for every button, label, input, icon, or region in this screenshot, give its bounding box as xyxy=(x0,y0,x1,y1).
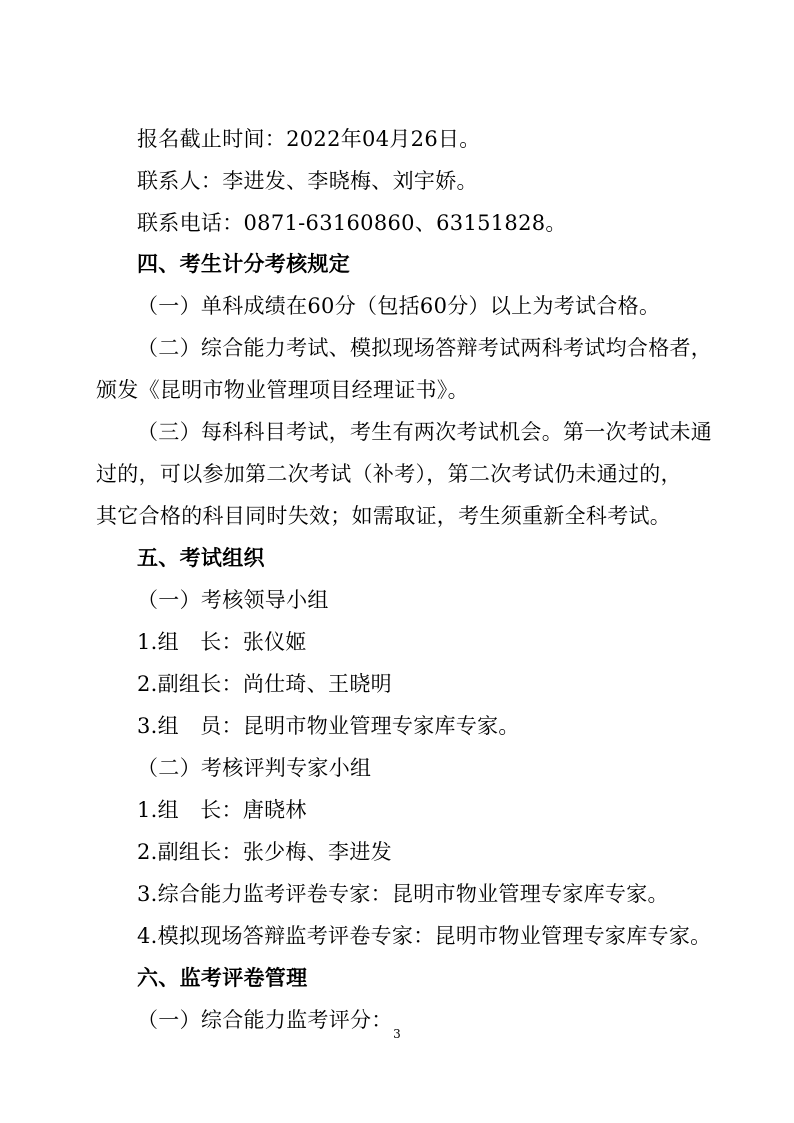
expert-deputy: 2.副组长：张少梅、李进发 xyxy=(137,840,392,864)
scoring-rule-3-continued-b: 其它合格的科目同时失效；如需取证，考生须重新全科考试。 xyxy=(96,504,672,528)
registration-deadline-line: 报名截止时间：2022年04月26日。 xyxy=(137,127,481,151)
defense-experts: 4.模拟现场答辩监考评卷专家：昆明市物业管理专家库专家。 xyxy=(137,924,712,948)
contact-person-line: 联系人：李进发、李晓梅、刘宇娇。 xyxy=(137,169,478,193)
page-number: 3 xyxy=(393,1027,401,1041)
section-6-heading: 六、监考评卷管理 xyxy=(137,965,308,990)
comprehensive-ability-scoring-heading: （一）综合能力监考评分： xyxy=(137,1008,393,1032)
leadership-members: 3.组 员：昆明市物业管理专家库专家。 xyxy=(137,714,520,738)
scoring-rule-2-continued: 颁发《昆明市物业管理项目经理证书》。 xyxy=(96,378,469,402)
scoring-rule-1: （一）单科成绩在60分（包括60分）以上为考试合格。 xyxy=(137,294,661,318)
section-4-heading: 四、考生计分考核规定 xyxy=(137,251,350,276)
scoring-rule-3-continued-a: 过的，可以参加第二次考试（补考），第二次考试仍未通过的， xyxy=(96,462,682,486)
expert-group-heading: （二）考核评判专家小组 xyxy=(137,756,372,780)
section-5-heading: 五、考试组织 xyxy=(137,545,265,570)
comprehensive-ability-experts: 3.综合能力监考评卷专家：昆明市物业管理专家库专家。 xyxy=(137,882,669,906)
leadership-leader: 1.组 长：张仪姬 xyxy=(137,630,307,654)
scoring-rule-3: （三）每科科目考试，考生有两次考试机会。第一次考试未通 xyxy=(137,420,713,444)
leadership-group-heading: （一）考核领导小组 xyxy=(137,588,329,612)
expert-leader: 1.组 长：唐晓林 xyxy=(137,798,307,822)
contact-phone-line: 联系电话：0871-63160860、63151828。 xyxy=(137,211,567,235)
leadership-deputy: 2.副组长：尚仕琦、王晓明 xyxy=(137,672,392,696)
scoring-rule-2: （二）综合能力考试、模拟现场答辩考试两科考试均合格者， xyxy=(137,336,713,360)
